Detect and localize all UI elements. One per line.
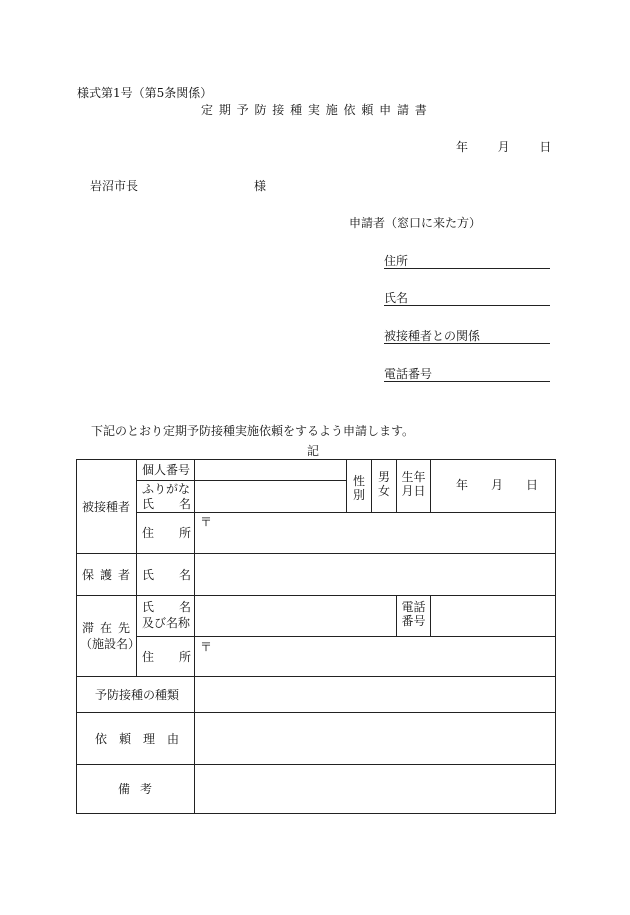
guardian-name-label: 氏 名 (142, 568, 191, 582)
applicant-phone-label: 電話番号 (384, 367, 433, 381)
applicant-relation-label: 被接種者との関係 (384, 329, 481, 343)
stay-label: 滞 在 先 (82, 621, 130, 635)
remarks-label: 備 考 (118, 782, 152, 796)
patient-postal-mark: 〒 (200, 515, 213, 529)
sex-option-male[interactable]: 男 (377, 470, 390, 484)
date-month-label: 月 (497, 140, 510, 154)
statement-text: 下記のとおり定期予防接種実施依頼をするよう申請します。 (91, 424, 415, 438)
personal-number-label: 個人番号 (142, 463, 191, 477)
stay-phone-field[interactable] (431, 596, 555, 636)
birth-label: 生年 月日 (401, 470, 426, 498)
stay-address-field[interactable] (195, 637, 555, 676)
stay-facility-label: （施設名） (80, 637, 141, 651)
stay-name-field[interactable] (195, 596, 396, 636)
table-border-right (555, 459, 556, 814)
guardian-name-field[interactable] (195, 554, 555, 595)
stay-phone-label: 電話 番号 (401, 600, 426, 628)
addressee-mayor: 岩沼市長 (90, 179, 139, 193)
date-line (456, 140, 551, 154)
vaccine-type-label: 予防接種の種類 (95, 688, 180, 702)
applicant-relation-line[interactable] (384, 343, 550, 344)
patient-name-label: 氏 名 (142, 497, 191, 511)
reason-label: 依 頼 理 由 (95, 732, 179, 746)
page-title: 定 期 予 防 接 種 実 施 依 頼 申 請 書 (201, 103, 428, 117)
stay-name-label: 氏 名 (142, 600, 191, 614)
applicant-name-label: 氏名 (384, 291, 409, 305)
table-border-left (76, 459, 77, 814)
applicant-phone-line[interactable] (384, 381, 550, 382)
applicant-heading: 申請者（窓口に来た方） (349, 216, 482, 230)
ki-mark: 記 (307, 444, 320, 458)
stay-postal-mark: 〒 (200, 640, 213, 654)
sex-options[interactable] (372, 470, 396, 498)
table-border-bottom (76, 813, 556, 814)
patient-address-label: 住 所 (142, 526, 191, 540)
patient-label: 被接種者 (82, 500, 131, 514)
guardian-label: 保 護 者 (82, 568, 130, 582)
stay-address-label: 住 所 (142, 650, 191, 664)
personal-number-field[interactable] (195, 460, 346, 480)
furigana-label: ふりがな (142, 482, 191, 496)
applicant-address-line[interactable] (384, 268, 550, 269)
stay-name-label-2: 及び名称 (142, 616, 191, 630)
date-year-label: 年 (456, 140, 469, 154)
sex-label: 性 別 (352, 474, 365, 502)
date-day-label: 日 (539, 140, 552, 154)
applicant-address-label: 住所 (384, 254, 409, 268)
vaccine-type-field[interactable] (195, 677, 555, 712)
birth-date-field[interactable]: 年 月 日 (456, 478, 538, 492)
applicant-name-line[interactable] (384, 305, 550, 306)
patient-address-field[interactable] (195, 513, 555, 553)
sex-option-female[interactable]: 女 (377, 484, 390, 498)
table-line-birth-right (430, 459, 431, 512)
addressee-honorific: 様 (254, 179, 267, 193)
form-number: 様式第1号（第5条関係） (77, 86, 213, 100)
remarks-field[interactable] (195, 765, 555, 813)
reason-field[interactable] (195, 713, 555, 764)
patient-name-field[interactable] (195, 481, 346, 512)
